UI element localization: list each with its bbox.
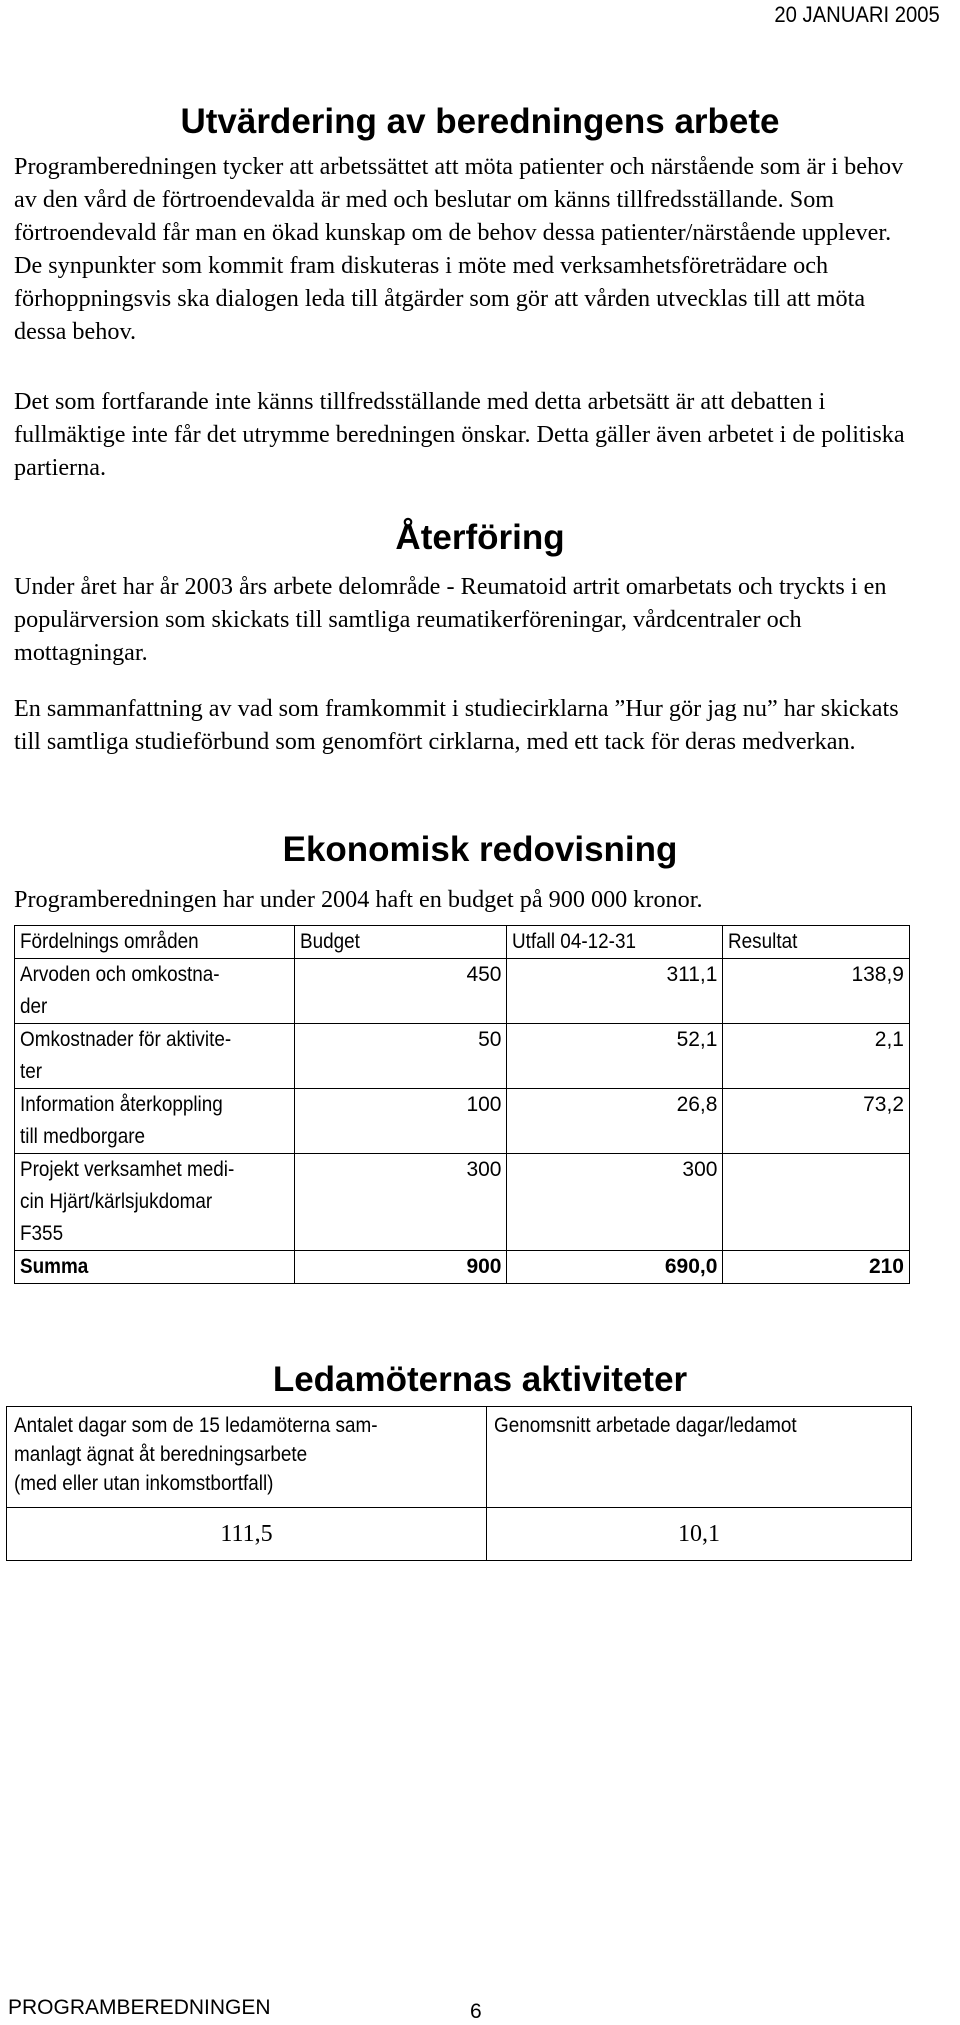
activities-total-days: 111,5 [7, 1508, 487, 1561]
section-title-evaluation: Utvärdering av beredningens arbete [180, 102, 780, 141]
resultat-cell: 138,9 [723, 959, 910, 1024]
total-resultat-cell: 210 [723, 1251, 910, 1284]
table-row [15, 959, 910, 1024]
table-total-row [15, 1251, 910, 1284]
resultat-cell [723, 1154, 910, 1251]
section-title-activities: Ledamöternas aktiviteter [272, 1360, 688, 1399]
area-cell: Projekt verksamhet medi- cin Hjärt/kärlsjukdomar F355 [15, 1154, 295, 1251]
activities-label-left: Antalet dagar som de 15 ledamöterna sam- manlagt ägnat åt beredningsarbete (med eller utan inkomstbortfall) [7, 1407, 487, 1508]
paragraph-feedback-2: En sammanfattning av vad som framkommit i studiecirklarna ”Hur gör jag nu” har skickats till samtliga studieförbund som genomfört cirklarna, med ett tack för deras medverkan. [14, 695, 899, 755]
total-budget-cell: 900 [294, 1251, 507, 1284]
activities-average-days: 10,1 [487, 1508, 912, 1561]
utfall-cell: 52,1 [507, 1024, 723, 1089]
resultat-cell: 2,1 [723, 1024, 910, 1089]
budget-cell: 300 [294, 1154, 507, 1251]
activities-label-row [7, 1407, 912, 1508]
budget-table [14, 925, 910, 1284]
budget-cell: 100 [294, 1089, 507, 1154]
header-cell: Fördelnings områden [15, 926, 295, 959]
table-row [15, 1089, 910, 1154]
activities-label-right: Genomsnitt arbetade dagar/ledamot [487, 1407, 912, 1508]
footer-name: PROGRAMBEREDNINGEN [8, 1996, 271, 2019]
total-label-cell: Summa [15, 1251, 295, 1284]
utfall-cell: 311,1 [507, 959, 723, 1024]
area-cell: Information återkoppling till medborgare [15, 1089, 295, 1154]
paragraph-evaluation-1: Programberedningen tycker att arbetssättet att möta patienter och närstående som är i behov av den vård de förtroendevalda är med och beslutar om känns tillfredsställande. Som förtroendevald får man en ökad kunskap om de behov dessa patienter/närstående upplever. De synpunkter som kommit fram diskuteras i möte med verksamhetsföreträdare och förhoppningsvis ska dialogen leda till åtgärder som gör att vården utvecklas till att möta dessa behov. [14, 153, 904, 345]
budget-intro: Programberedningen har under 2004 haft en budget på 900 000 kronor. [14, 886, 703, 913]
table-row [15, 1024, 910, 1089]
section-title-economy: Ekonomisk redovisning [282, 830, 678, 869]
area-cell: Arvoden och omkostna- der [15, 959, 295, 1024]
resultat-cell: 73,2 [723, 1089, 910, 1154]
paragraph-evaluation-2: Det som fortfarande inte känns tillfredsställande med detta arbetsätt är att debatten i fullmäktige inte får det utrymme beredningen önskar. Detta gäller även arbetet i de politiska partierna. [14, 388, 905, 481]
area-cell: Omkostnader för aktivite- ter [15, 1024, 295, 1089]
budget-table-header [15, 926, 910, 959]
table-row [15, 1154, 910, 1251]
activities-value-row [7, 1508, 912, 1561]
header-cell: Utfall 04-12-31 [507, 926, 723, 959]
utfall-cell: 300 [507, 1154, 723, 1251]
paragraph-feedback-1: Under året har år 2003 års arbete delområde - Reumatoid artrit omarbetats och tryckts i en populärversion som skickats till samtliga reumatikerföreningar, vårdcentraler och mottagningar. [14, 573, 887, 666]
total-utfall-cell: 690,0 [507, 1251, 723, 1284]
activities-table [6, 1406, 912, 1561]
page-number: 6 [470, 2000, 482, 2023]
utfall-cell: 26,8 [507, 1089, 723, 1154]
header-cell: Resultat [723, 926, 910, 959]
header-date: 20 JANUARI 2005 [774, 2, 940, 27]
header-cell: Budget [294, 926, 507, 959]
budget-cell: 450 [294, 959, 507, 1024]
section-title-feedback: Återföring [395, 518, 565, 557]
budget-cell: 50 [294, 1024, 507, 1089]
